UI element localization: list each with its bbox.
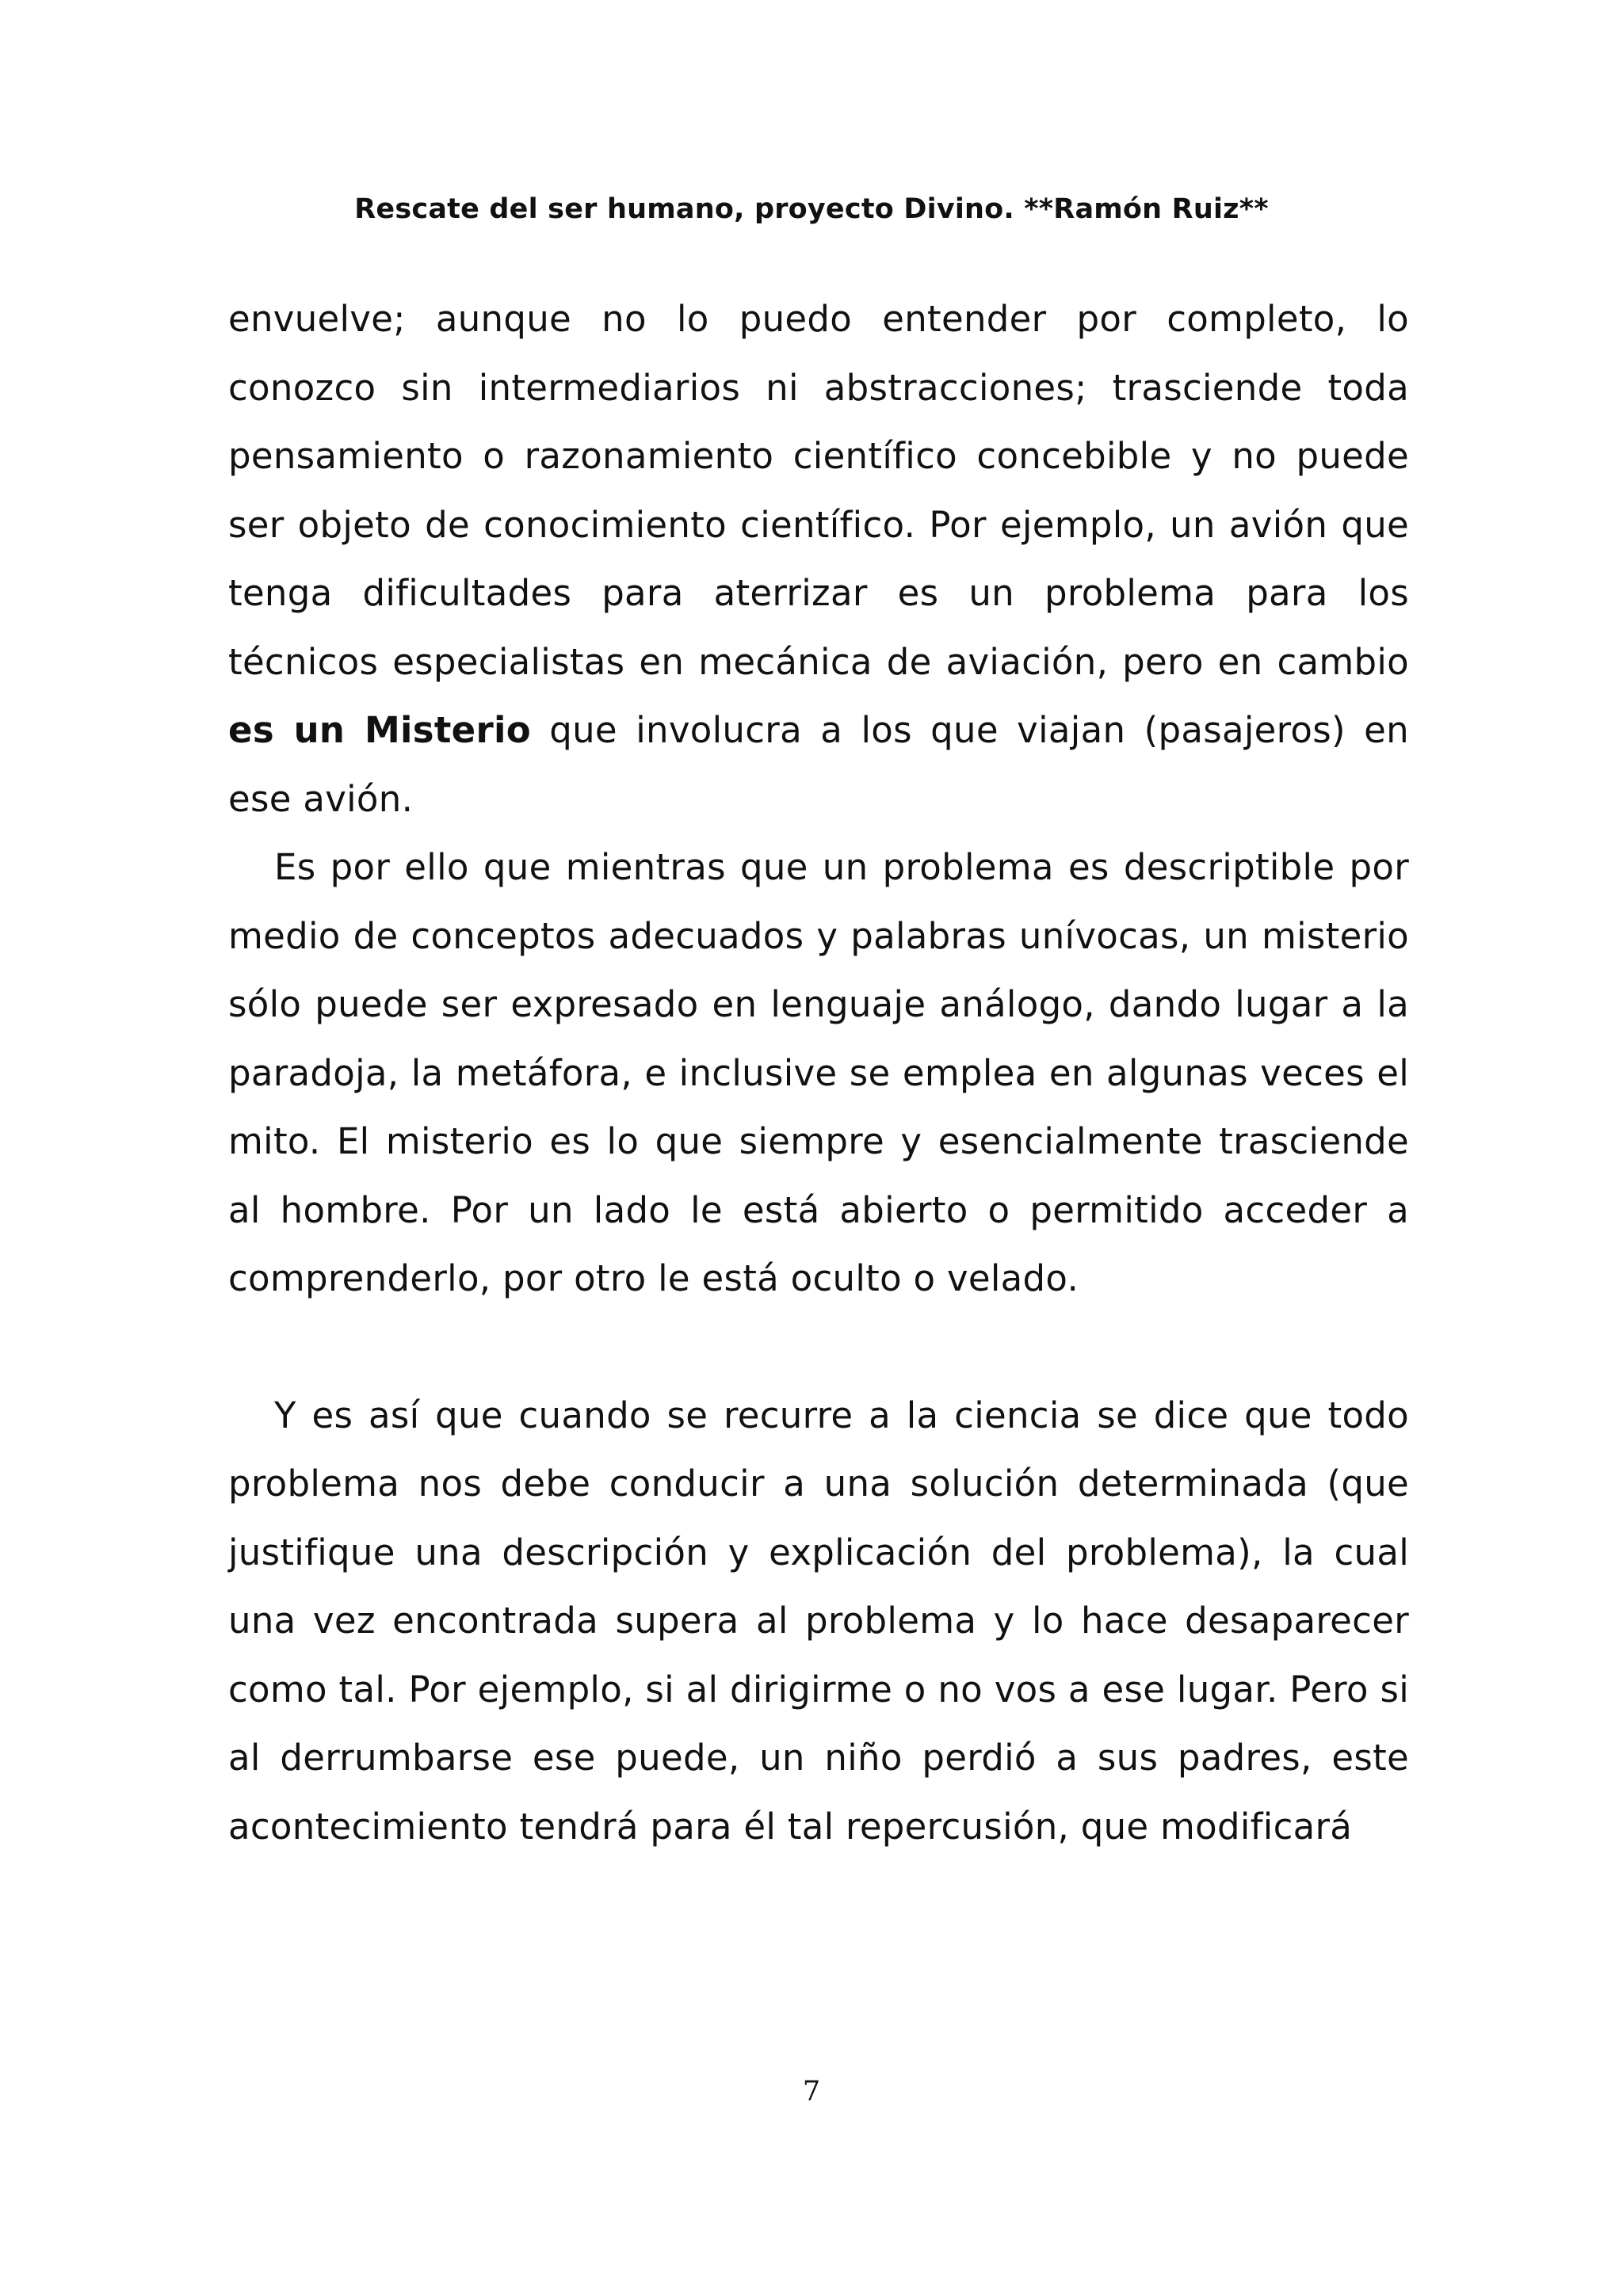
paragraph-3: Y es así que cuando se recurre a la ciencia se dice que todo problema nos debe conducir a una solución determinada (que justifique una descripción y explicación del problema), la cual una vez encontrada supera al problema y lo hace desaparecer como tal. Por ejemplo, si al dirigirme o no vos a ese lugar. Pero si al derrumbarse ese puede, un niño perdió a sus padres, este acontecimiento tendrá para él tal repercusión, que modificará [228,1394,1409,1848]
paragraph-1-text-start: envuelve; aunque no lo puedo entender por completo, lo conozco sin intermediarios ni abstracciones; trasciende toda pensamiento o razonamiento científico concebible y no puede ser objeto de conocimiento científico. Por ejemplo, un avión que tenga dificultades para aterrizar es un problema para los técnicos especialistas en mecánica de aviación, pero en cambio [228,298,1409,683]
paragraph-1 [228,285,1409,833]
paragraph-2: Es por ello que mientras que un problema es descriptible por medio de conceptos adecuados y palabras unívocas, un misterio sólo puede ser expresado en lenguaje análogo, dando lugar a la paradoja, la metáfora, e inclusive se emplea en algunas veces el mito. El misterio es lo que siempre y esencialmente trasciende al hombre. Por un lado le está abierto o permitido acceder a comprenderlo, por otro le está oculto o velado. [228,846,1409,1299]
paragraph-1-text-end: que involucra a los que viajan (pasajeros) en ese avión. [228,709,1409,820]
emphasis-misterio: es un Misterio [228,709,531,751]
page-header: Rescate del ser humano, proyecto Divino. **Ramón Ruiz** [354,193,1269,225]
page-number: 7 [802,2076,821,2107]
body-text [228,285,1409,1861]
